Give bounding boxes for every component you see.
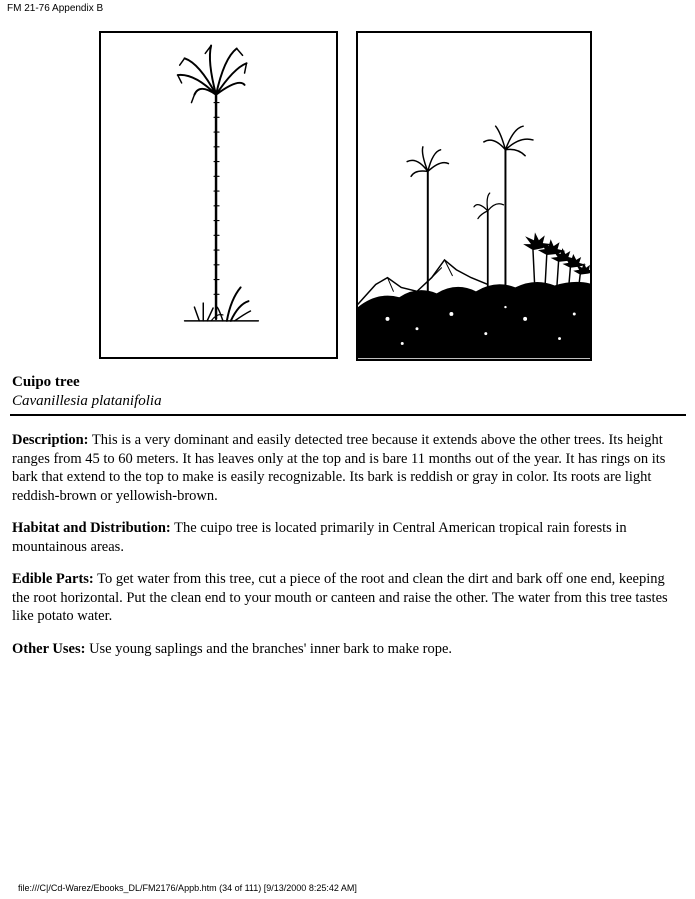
common-name: Cuipo tree	[12, 374, 80, 390]
section-text: The cuipo tree is located primarily in Central American tropical rain forests in mountainous areas.	[12, 520, 627, 555]
cuipo-forest-illustration	[356, 31, 592, 361]
section-text: To get water from this tree, cut a piece of the root and clean the dirt and bark off one end, keeping the root horizontal. Put the clean end to your mouth or canteen and raise the other. The water from this tree tastes like potato water.	[12, 571, 668, 624]
other-uses-paragraph	[12, 640, 686, 659]
page-header: FM 21-76 Appendix B	[7, 3, 104, 14]
section-heading: Description:	[12, 432, 89, 448]
section-heading: Other Uses:	[12, 640, 86, 657]
section-heading: Habitat and Distribution:	[12, 520, 171, 536]
forest-scene-drawing	[358, 33, 590, 359]
edible-parts-paragraph	[12, 570, 686, 626]
section-text: Use young saplings and the branches' inner bark to make rope.	[89, 640, 453, 657]
section-divider	[10, 414, 686, 416]
scientific-name: Cavanillesia platanifolia	[12, 393, 162, 409]
habitat-paragraph	[12, 519, 686, 556]
description-body	[12, 431, 686, 672]
section-heading: Edible Parts:	[12, 571, 94, 587]
description-paragraph	[12, 431, 686, 505]
page-footer: file:///C|/Cd-Warez/Ebooks_DL/FM2176/Appb.htm (34 of 111) [9/13/2000 8:25:42 AM]	[18, 883, 357, 893]
single-tree-drawing	[101, 33, 336, 357]
section-text: This is a very dominant and easily detected tree because it extends above the other trees. Its height ranges from 45 to 60 meters. It has leaves only at the top and is bare 11 months out of the year. It has rings on its bark that extend to the top to make is easily recognizable. Its bark is reddish or gray in color. Its roots are light reddish-brown or yellowish-brown.	[12, 432, 666, 504]
cuipo-tree-illustration	[99, 31, 338, 359]
